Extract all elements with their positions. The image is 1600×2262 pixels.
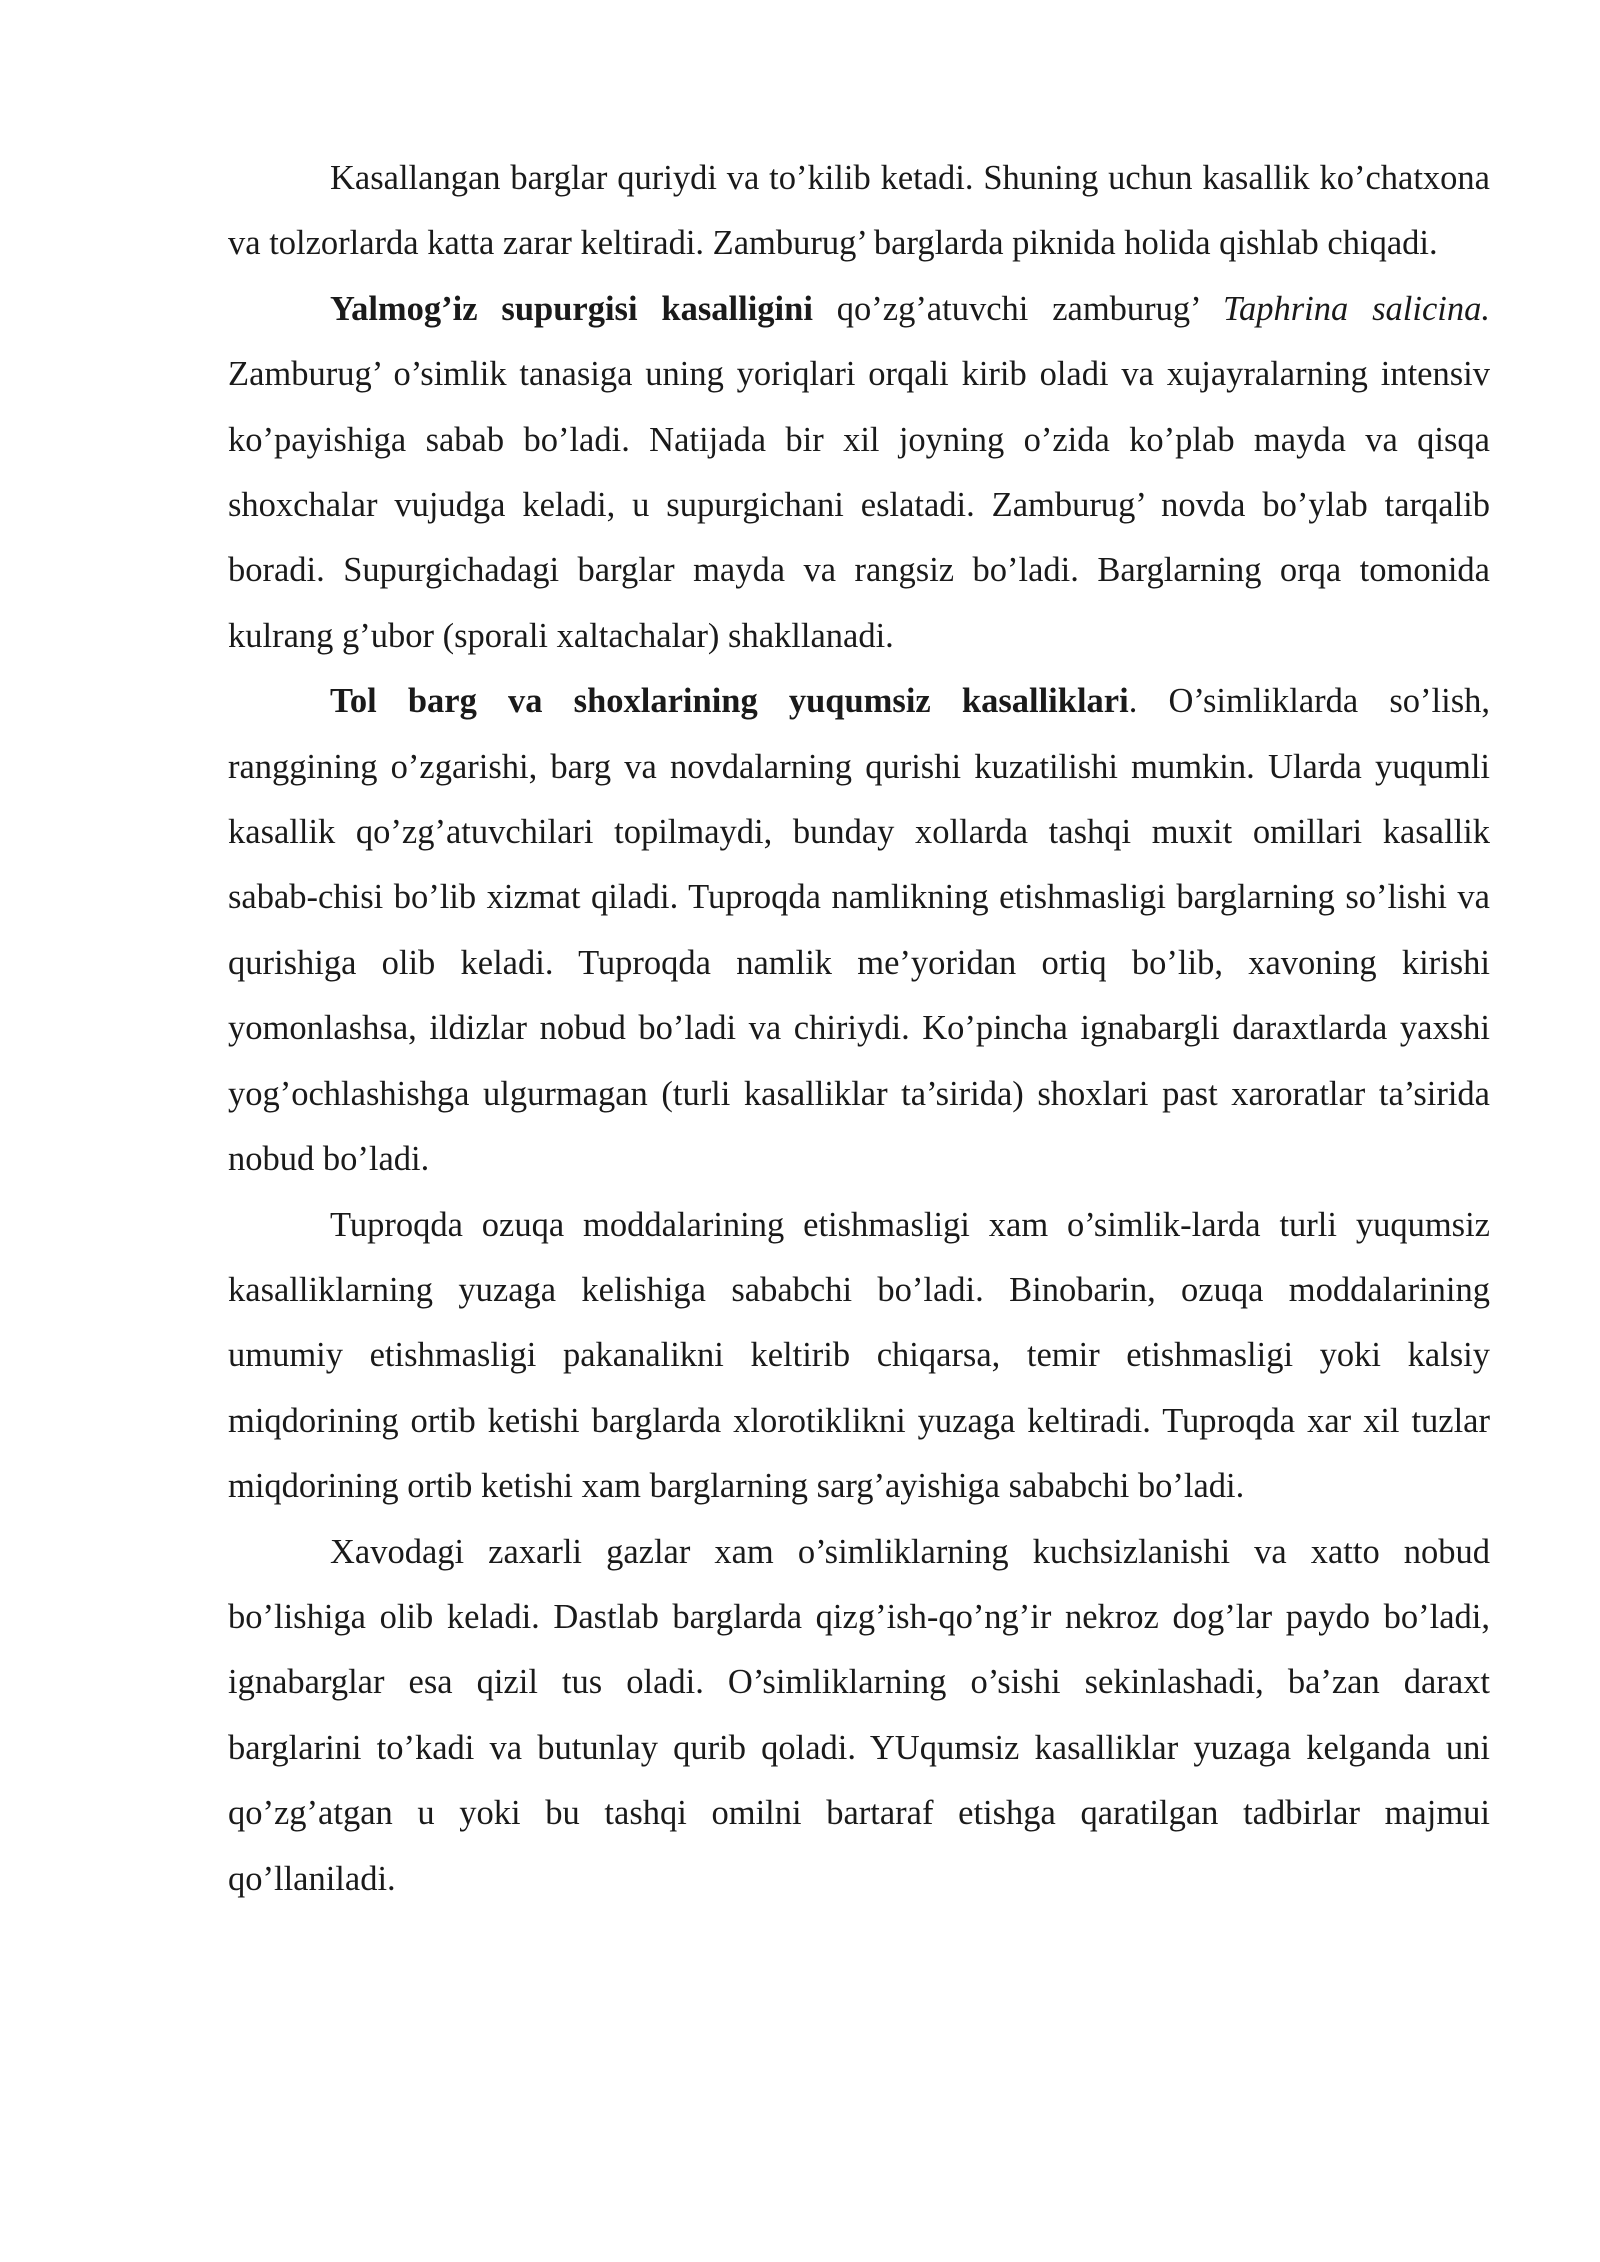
paragraph-2 — [228, 277, 1490, 669]
paragraph-1 — [228, 146, 1490, 277]
heading-yalmogiz-supurgisi: Yalmog’iz supurgisi kasalligini — [330, 289, 813, 328]
paragraph-4 — [228, 1193, 1490, 1520]
paragraph-4-text: Tuproqda ozuqa moddalarining etishmasligi xam o’simlik-larda turli yuqumsiz kasalliklarning yuzaga kelishiga sababchi bo’ladi. Binobarin, ozuqa moddalarining umumiy etishmasligi pakanalikni keltirib chiqarsa, temir etishmasligi yoki kalsiy miqdorining ortib ketishi barglarda xlorotiklikni yuzaga keltiradi. Tuproqda xar xil tuzlar miqdorining ortib ketishi xam barglarning sarg’ayishiga sababchi bo’ladi. — [228, 1205, 1490, 1506]
paragraph-2-text-b: Zamburug’ o’simlik tanasiga uning yoriqlari orqali kirib oladi va xujayralarning intensiv ko’payishiga sabab bo’ladi. Natijada bir xil joyning o’zida ko’plab mayda va qisqa shoxchalar vujudga keladi, u supurgichani eslatadi. Zamburug’ novda bo’ylab tarqalib boradi. Supurgichadagi barglar mayda va rangsiz bo’ladi. Barglarning orqa tomonida kulrang g’ubor (sporali xaltachalar) shakllanadi. — [228, 355, 1490, 655]
paragraph-5-text: Xavodagi zaxarli gazlar xam o’simliklarning kuchsizlanishi va xatto nobud bo’lishiga olib keladi. Dastlab barglarda qizg’ish-qo’ng’ir nekroz dog’lar paydo bo’ladi, ignabarglar esa qizil tus oladi. O’simliklarning o’sishi sekinlashadi, ba’zan daraxt barglarini to’kadi va butunlay qurib qoladi. YUqumsiz kasalliklar yuzaga kelganda uni qo’zg’atgan u yoki bu tashqi omilni bartaraf etishga qaratilgan tadbirlar majmui qo’llaniladi. — [228, 1532, 1490, 1898]
document-page — [228, 146, 1490, 1912]
paragraph-1-text: Kasallangan barglar quriydi va to’kilib ketadi. Shuning uchun kasallik ko’chatxona va tolzorlarda katta zarar keltiradi. Zamburug’ barglarda piknida holida qishlab chiqadi. — [228, 159, 1490, 263]
paragraph-3-text: . O’simliklarda so’lish, ranggining o’zgarishi, barg va novdalarning qurishi kuzatilishi mumkin. Ularda yuqumli kasallik qo’zg’atuvchilari topilmaydi, bunday xollarda tashqi muxit omillari kasallik sabab-chisi bo’lib xizmat qiladi. Tuproqda namlikning etishmasligi barglarning so’lishi va qurishiga olib keladi. Tuproqda namlik me’yoridan ortiq bo’lib, xavoning kirishi yomonlashsa, ildizlar nobud bo’ladi va chiriydi. Ko’pincha ignabargli daraxtlarda yaxshi yog’ochlashishga ulgurmagan (turli kasalliklar ta’sirida) shoxlari past xaroratlar ta’sirida nobud bo’ladi. — [228, 682, 1490, 1179]
paragraph-2-text-a: qo’zg’atuvchi zamburug’ — [812, 289, 1223, 328]
paragraph-3 — [228, 669, 1490, 1192]
paragraph-5 — [228, 1520, 1490, 1912]
species-name-taphrina: Taphrina salicina. — [1222, 289, 1490, 328]
heading-tol-barg: Tol barg va shoxlarining yuqumsiz kasalliklari — [330, 682, 1129, 721]
